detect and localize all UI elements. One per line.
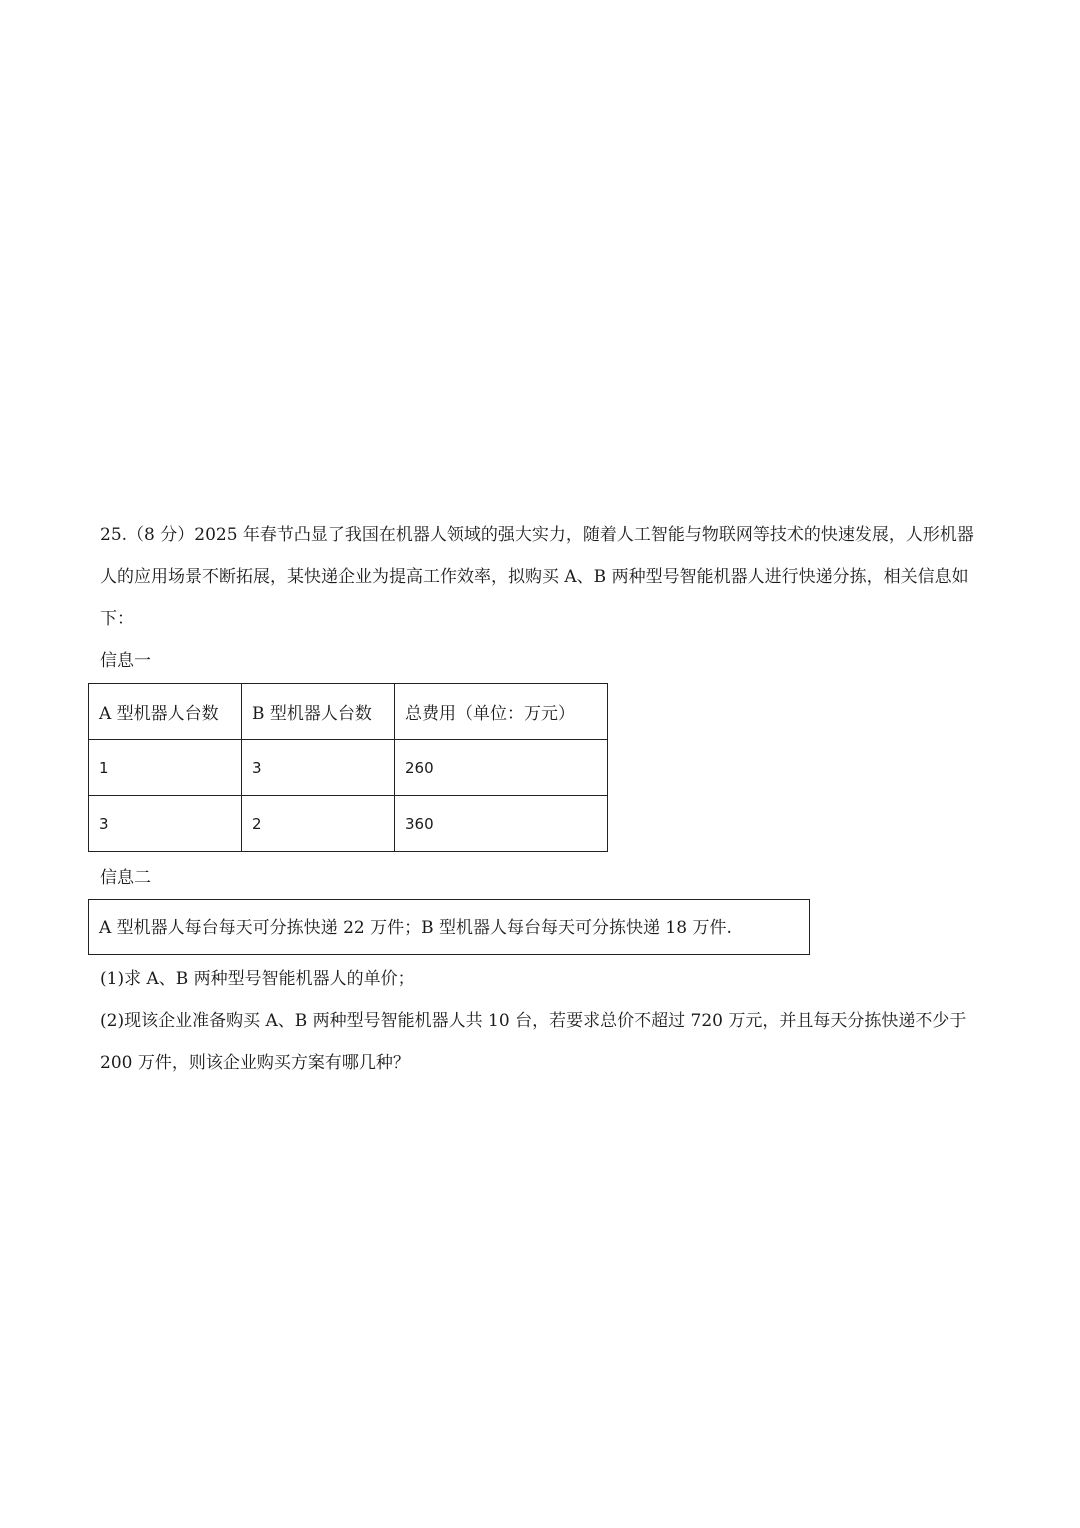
question-1: (1)求 A、B 两种型号智能机器人的单价； bbox=[100, 969, 415, 989]
table-row bbox=[89, 796, 608, 852]
table-cell: 3 bbox=[89, 796, 242, 852]
table-cell: 360 bbox=[395, 796, 608, 852]
info2-text: A 型机器人每台每天可分拣快递 22 万件；B 型机器人每台每天可分拣快递 18 万件. bbox=[99, 918, 732, 938]
question-2: (2)现该企业准备购买 A、B 两种型号智能机器人共 10 台，若要求总价不超过 720 万元，并且每天分拣快递不少于 200 万件，则该企业购买方案有哪几种？ bbox=[100, 1011, 967, 1073]
problem-intro: 25.（8 分）2025 年春节凸显了我国在机器人领域的强大实力，随着人工智能与物联网等技术的快速发展，人形机器人的应用场景不断拓展，某快递企业为提高工作效率，拟购买 A、B 两种型号智能机器人进行快递分拣，相关信息如下： bbox=[100, 525, 974, 629]
info1-table bbox=[88, 683, 608, 852]
table-cell: 3 bbox=[242, 740, 395, 796]
table-cell: 2 bbox=[242, 796, 395, 852]
info2-box bbox=[88, 899, 810, 955]
table-header-row bbox=[89, 684, 608, 740]
table-header-cell: B 型机器人台数 bbox=[242, 684, 395, 740]
table-cell: 1 bbox=[89, 740, 242, 796]
table-header-cell: 总费用（单位：万元） bbox=[395, 684, 608, 740]
info2-label: 信息二 bbox=[100, 868, 151, 888]
table-cell: 260 bbox=[395, 740, 608, 796]
info1-label: 信息一 bbox=[100, 651, 151, 671]
table-row bbox=[89, 740, 608, 796]
table-header-cell: A 型机器人台数 bbox=[89, 684, 242, 740]
